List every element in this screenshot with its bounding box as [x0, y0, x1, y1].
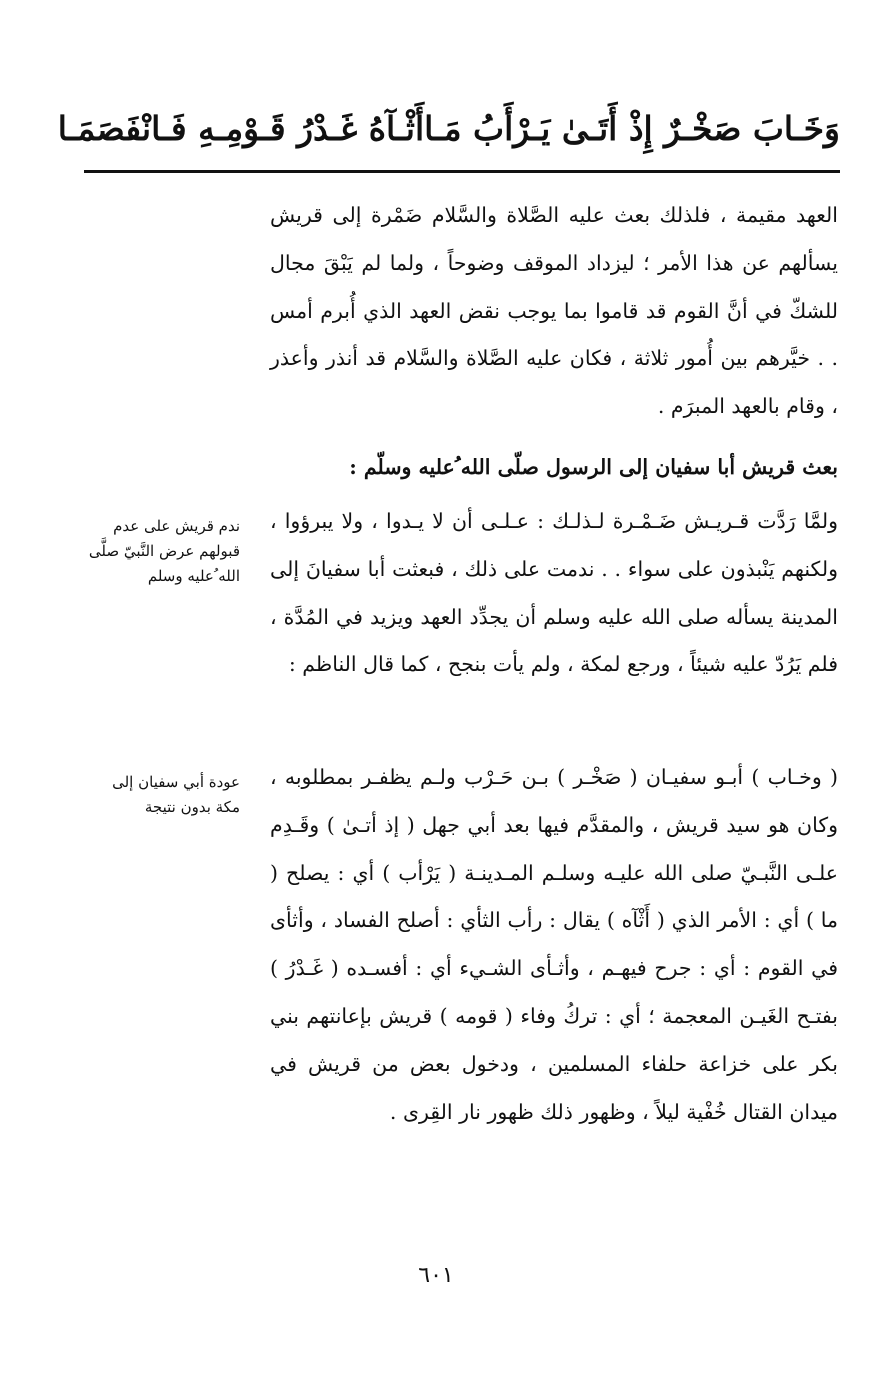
header-divider [84, 170, 840, 173]
main-text-column [270, 192, 838, 1136]
page-number: ٦٠١ [418, 1263, 454, 1288]
paragraph-1: العهد مقيمة ، فلذلك بعث عليه الصَّلاة والسَّلام ضَمْرة إلى قريش يسألهم عن هذا الأمر ؛ ليزداد الموقف وضوحاً ، ولما لم يَبْقَ مجال للشكّ في أنَّ القوم قد قاموا بما يوجب نقض العهد الذي أُبرم أمس . . خيَّرهم بين أُمور ثلاثة ، فكان عليه الصَّلاة والسَّلام قد أنذر وأعذر ، وقام بالعهد المبرَم . [270, 203, 838, 419]
verse-hemistich-right: وَخَـابَ صَخْـرٌ إِذْ أَتَـىٰ يَـرْأَبُ مَـا [424, 108, 840, 148]
paragraph-3: ( وخـاب ) أبـو سفيـان ( صَخْـر ) بـن حَـرْب ولـم يظفـر بمطلوبه ، وكان هو سيد قريش ، والمقدَّم فيها بعد أبي جهل ( إذ أتـىٰ ) وقَـدِم علـى النَّبـيّ صلى الله عليـه وسلـم المـدينـة ( يَرْأب ) أي : يصلح ( ما ) أي : الأمر الذي ( أَثْآه ) يقال : رأب الثأي : أصلح الفساد ، وأثأى في القوم : أي : جرح فيهـم ، وأثـأى الشـيء أي : أفسـده ( غَـدْرُ ) بفتـح الغَيـن المعجمة ؛ أي : تركُ وفاء ( قومه ) قريش بإعانتهم بني بكر على خزاعة حلفاء المسلمين ، ودخول بعض من قريش في ميدان القتال خُفْية ليلاً ، وظهور ذلك ظهور نار القِرى . [270, 765, 838, 1124]
section-heading: بعث قريش أبا سفيان إلى الرسول صلّى الله ُعليه وسلّم : [349, 455, 838, 479]
margin-note-1: ندم قريش على عدم قبولهم عرض النَّبيّ صلَّى الله ُعليه وسلم [88, 517, 240, 585]
margin-note-2: عودة أبي سفيان إلى مكة بدون نتيجة [112, 773, 240, 816]
verse-header [57, 96, 840, 160]
verse-hemistich-left: أَثْـآهُ غَـدْرُ قَـوْمِـهِ فَـانْفَصَمَـا [57, 108, 425, 148]
paragraph-2: ولمَّا رَدَّت قـريـش ضَـمْـرة لـذلـك : عـلـى أن لا يـدوا ، ولا يبرؤوا ، ولكنهم يَنْبذون على سواء . . ندمت على ذلك ، فبعثت أبا سفيانَ إلى المدينة يسأله صلى الله عليه وسلم أن يجدِّد العهد ويزيد في المُدَّة ، فلم يَرُدّ عليه شيئاً ، ورجع لمكة ، ولم يأت بنجح ، كما قال الناظم : [270, 509, 838, 677]
